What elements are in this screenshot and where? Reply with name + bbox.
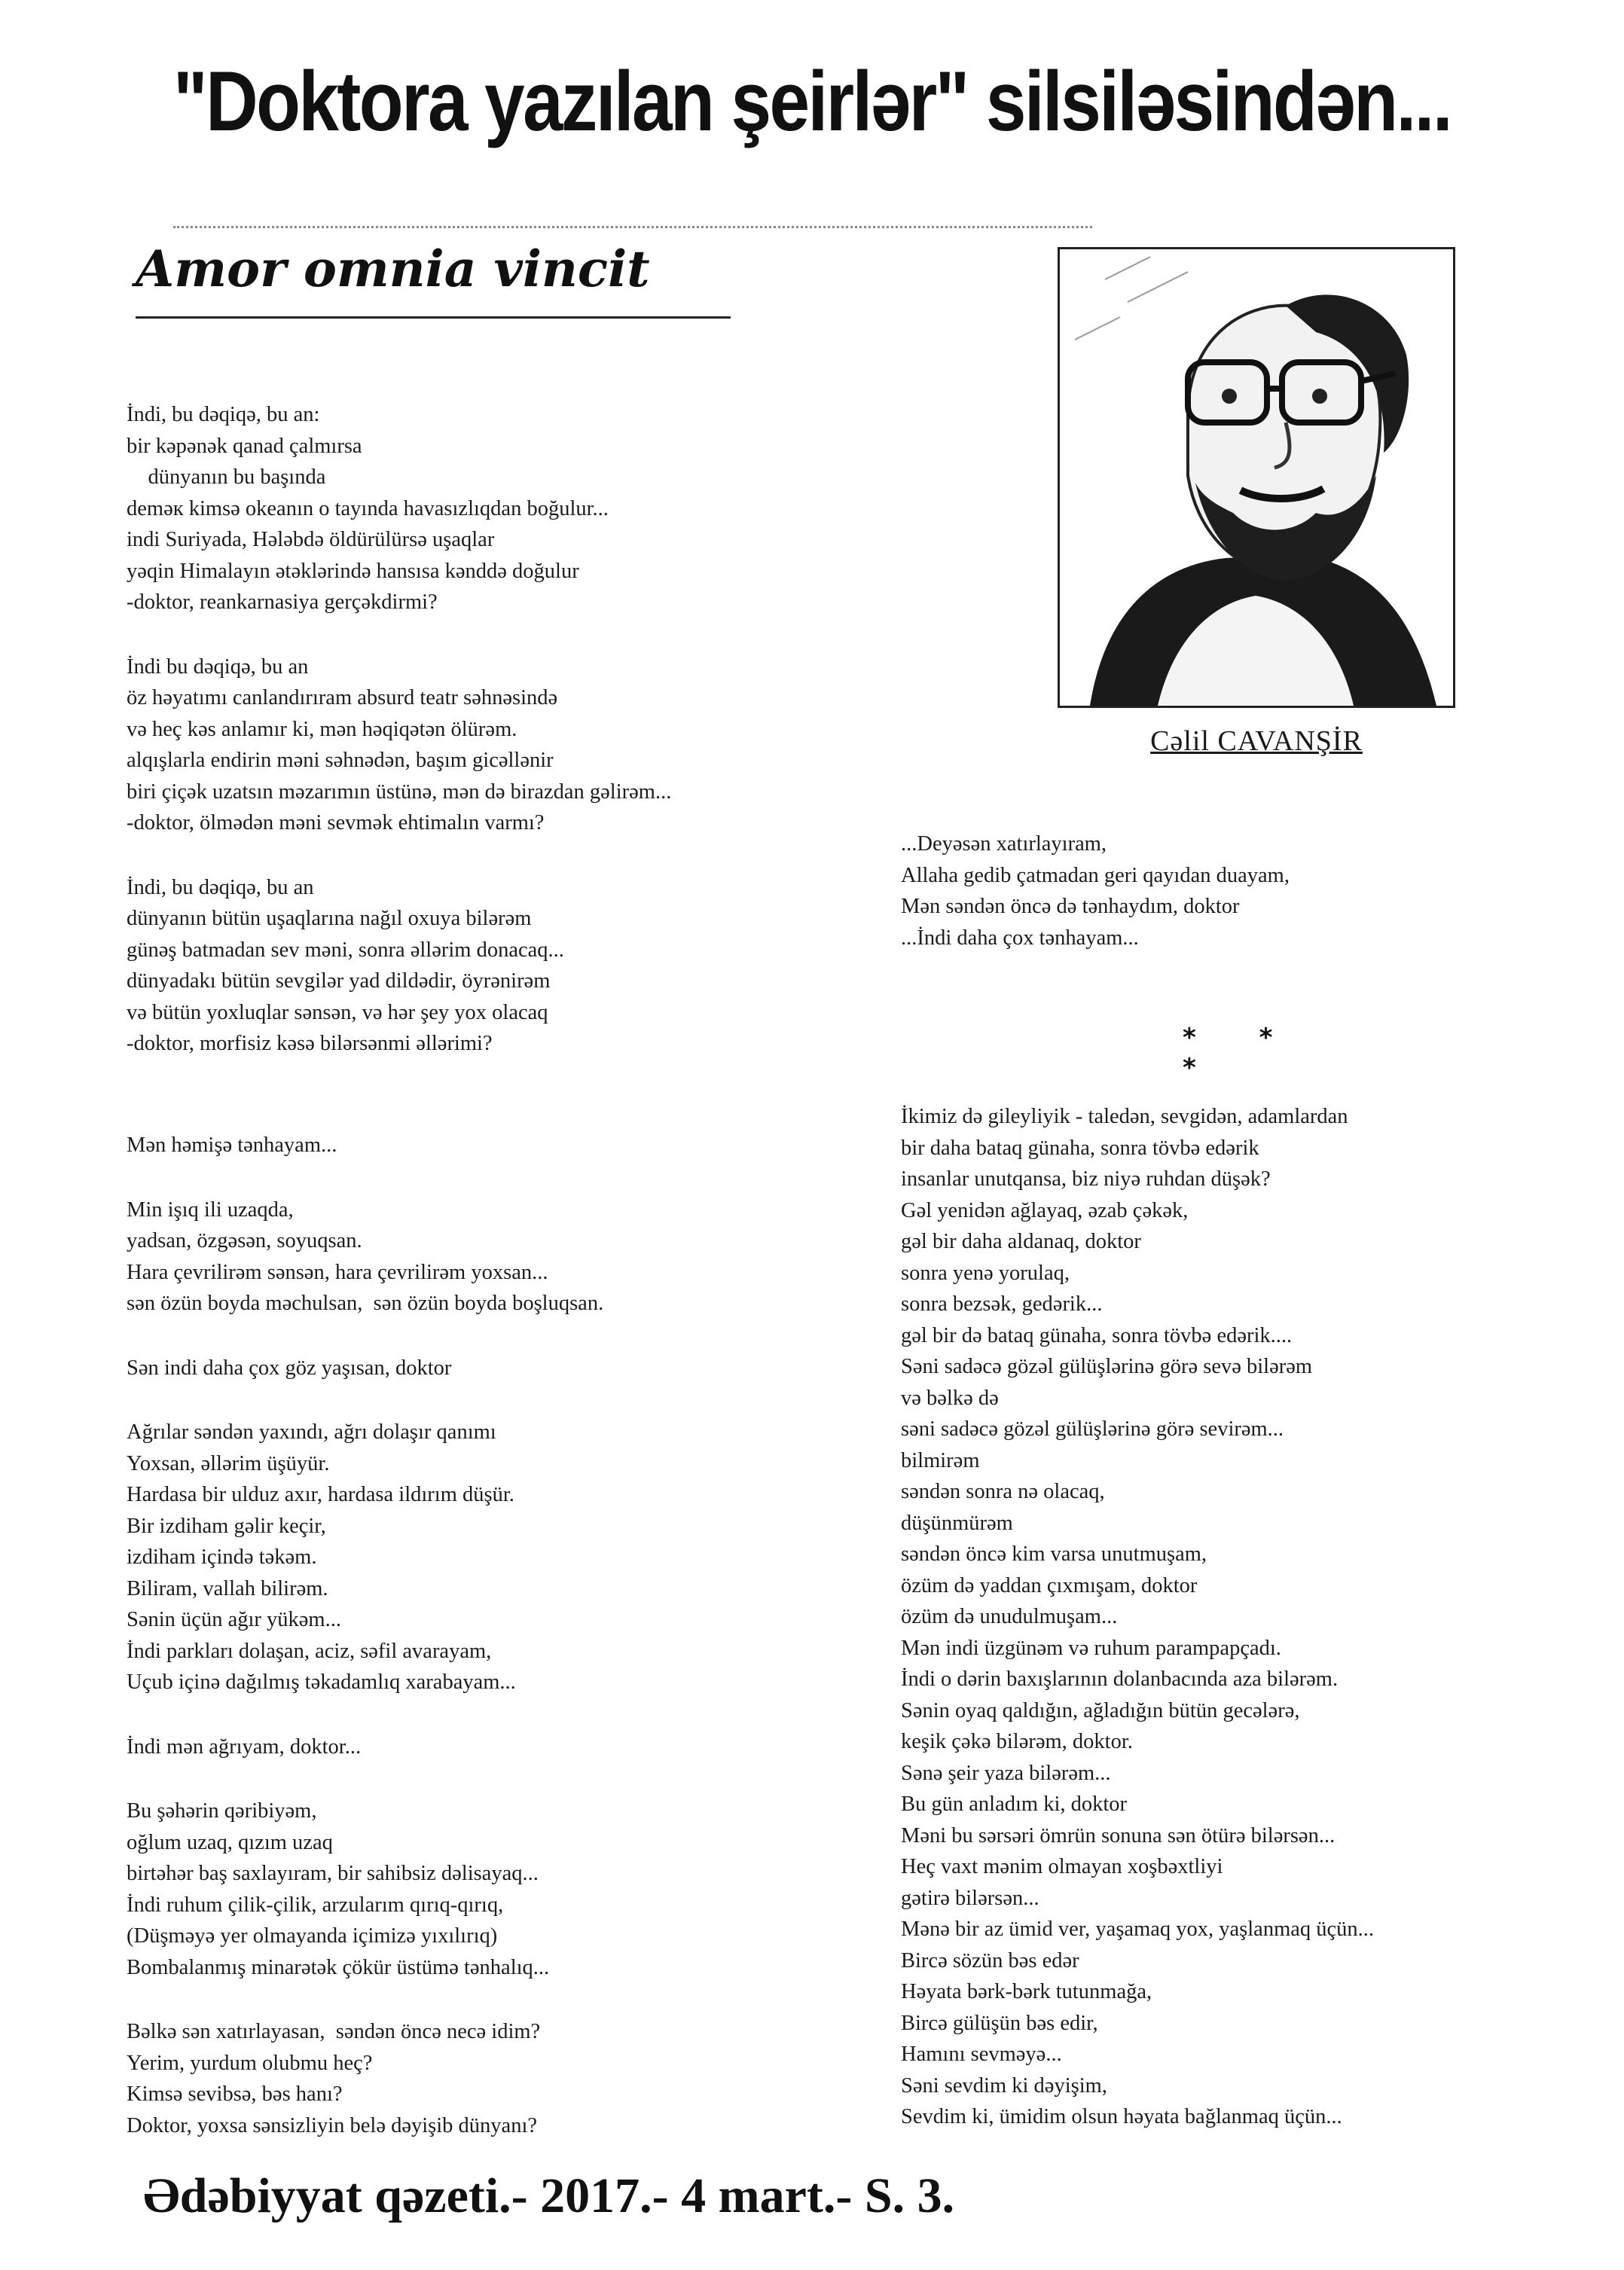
poem-line: bilmirəm — [901, 1448, 980, 1472]
poem-line: Bircə sözün bəs edər — [901, 1948, 1079, 1973]
stanza — [901, 1101, 1374, 2133]
poem-line: -doktor, morfisiz kəsə bilərsənmi əllərimi? — [127, 1032, 493, 1055]
poem-line: sonra bezsək, gedərik... — [901, 1292, 1103, 1316]
poem-line: Hardasa bir ulduz axır, hardasa ildırım düşür. — [127, 1483, 514, 1506]
stanza — [127, 872, 671, 1060]
poem-line: Həyata bərk-bərk tutunmağa, — [901, 1980, 1152, 2003]
poem-line: Bombalanmış minarətək çökür üstümə tənhalıq... — [127, 1955, 550, 1979]
poem-line: sonra yenə yorulaq, — [901, 1261, 1070, 1285]
poem-line: İndi, bu dəqiqə, bu an: — [127, 403, 320, 426]
poem-line: İndi parkları dolaşan, aciz, səfil avarayam, — [127, 1639, 492, 1663]
poem-line: dünyadakı bütün sevgilər yad dildədir, öyrənirəm — [127, 969, 551, 993]
poem-ikimiz-de-gileyliyik — [901, 1101, 1374, 2166]
stanza — [127, 1796, 603, 1983]
poem-line: və heç kəs anlamır ki, mən həqiqətən ölürəm. — [127, 717, 517, 741]
poem-line: özüm də yaddan çıxmışam, doktor — [901, 1573, 1198, 1597]
poem-line: İndi ruhum çilik-çilik, arzularım qırıq-qırıq, — [127, 1893, 504, 1917]
stanza — [127, 1417, 603, 1698]
poem-line: səni sadəcə gözəl gülüşlərinə görə sevirəm... — [901, 1417, 1284, 1441]
stanza — [901, 828, 1290, 953]
poem-line: gəl bir də bataq günaha, sonra tövbə edərik.... — [901, 1323, 1293, 1347]
poem-line: İndi mən ağrıyam, doktor... — [127, 1735, 362, 1759]
poem-line: -doktor, reankarnasiya gerçəkdirmi? — [127, 590, 438, 614]
poem-line: Bu şəhərin qəribiyəm, — [127, 1799, 317, 1823]
author-portrait — [1058, 247, 1455, 708]
poem-line: Min işıq ili uzaqda, — [127, 1198, 294, 1222]
poem-line: öz həyatımı canlandırıram absurd teatr səhnəsində — [127, 686, 558, 709]
header-divider — [173, 226, 1092, 228]
poem-line: Yerim, yurdum olubmu heç? — [127, 2051, 373, 2075]
stanza — [127, 651, 671, 839]
author-portrait-image — [1060, 249, 1453, 706]
poem-line: bir kəpənək qanad çalmırsa — [127, 434, 362, 458]
poem-line: İndi o dərin baxışlarının dolanbacında aza bilərəm. — [901, 1667, 1339, 1691]
poem-line: dünyanın bu başında — [127, 465, 326, 489]
poem-line: yadsan, özgəsən, soyuqsan. — [127, 1229, 362, 1252]
poem-line: dünyanın bütün uşaqlarına nağıl oxuya bilərəm — [127, 907, 532, 930]
poem-line: insanlar unutqansa, biz niyə ruhdan düşək? — [901, 1167, 1271, 1191]
poem-line: İkimiz də gileyliyik - taledən, sevgidən, adamlardan — [901, 1105, 1348, 1128]
poem-line: Bircə gülüşün bəs edir, — [901, 2011, 1098, 2035]
poem-line: Heç vaxt mənim olmayan xoşbəxtliyi — [901, 1855, 1223, 1878]
poem-line: Səni sadəcə gözəl gülüşlərinə görə sevə bilərəm — [901, 1355, 1313, 1378]
poem-line: gətirə bilərsən... — [901, 1886, 1039, 1910]
poem-line: günəş batmadan sev məni, sonra əllərim donacaq... — [127, 938, 564, 962]
poem-line: Uçub içinə dağılmış təkadamlıq xarabayam... — [127, 1670, 516, 1694]
poem-line: Mən indi üzgünəm və ruhum parampарçadı. — [901, 1636, 1281, 1660]
poem-line: Mənə bir az ümid ver, yaşamaq yox, yaşlanmaq üçün... — [901, 1918, 1375, 1941]
poem-line: Yoxsan, əllərim üşüyür. — [127, 1451, 330, 1475]
poem-line: Mən həmişə tənhayam... — [127, 1133, 337, 1157]
poem-line: (Düşməyə yer olmayanda içimizə yıxılırıq) — [127, 1924, 498, 1948]
poem-line: Bəlkə sən xatırlayasan, səndən öncə necə idim? — [127, 2020, 541, 2043]
poem-line: Sən indi daha çox göz yaşısan, doktor — [127, 1356, 452, 1380]
poem-line: ...İndi daha çox tənhayam... — [901, 926, 1139, 950]
stanza — [127, 399, 671, 618]
poem-line: İndi bu dəqiqə, bu an — [127, 654, 309, 679]
poem-line: -doktor, ölmədən məni sevmək ehtimalın varmı? — [127, 811, 545, 834]
poem-line: Hara çevrilirəm sənsən, hara çevrilirəm yoxsan... — [127, 1260, 548, 1284]
poem-line: Ağrılar səndən yaxındı, ağrı dolaşır qanımı — [127, 1420, 496, 1444]
poem-line: Məni bu sərsəri ömrün sonuna sən ötürə bilərsən... — [901, 1823, 1336, 1847]
stanza — [127, 1731, 603, 1763]
author-name: Cəlil CAVANŞİR — [1150, 725, 1363, 757]
poem-line: və bütün yoxluqlar sənsən, və hər şey yox olacaq — [127, 1000, 548, 1024]
poem-line: indi Suriyada, Hələbdə öldürülürsə uşaqlar — [127, 528, 495, 551]
poem-line: Doktor, yoxsa sənsizliyin belə dəyişib dünyanı? — [127, 2113, 538, 2137]
poem-line: səndən öncə kim varsa unutmuşam, — [901, 1542, 1207, 1566]
poem-line: deməк kimsə okeanın o tayında havasızlıqdan boğulur... — [127, 496, 609, 520]
poem-line: keşik çəkə bilərəm, doktor. — [901, 1730, 1133, 1753]
subtitle-underline — [136, 316, 731, 319]
poem-line: səndən sonra nə olacaq, — [901, 1480, 1105, 1503]
stanza — [127, 1130, 603, 1161]
poem-line: birtəhər baş saxlayıram, bir sahibsiz dəlisayaq... — [127, 1862, 539, 1885]
poem-amor-omnia-vincit — [127, 399, 671, 1093]
poem-line: və bəlkə də — [901, 1386, 999, 1410]
poem-line: Sənin oyaq qaldığın, ağladığın bütün gecələrə, — [901, 1698, 1300, 1722]
poem-line: Allaha gedib çatmadan geri qayıdan duayam, — [901, 863, 1290, 887]
section-separator: * * * — [1183, 1023, 1300, 1083]
poem-line: Kimsə sevibsə, bəs hanı? — [127, 2082, 343, 2106]
poem-line: Mən səndən öncə də tənhaydım, doktor — [901, 895, 1240, 918]
poem-line: Səni sevdim ki dəyişim, — [901, 2073, 1107, 2098]
poem-line: sən özün boyda məchulsan, sən özün boyda boşluqsan. — [127, 1292, 604, 1315]
poem-line: Sənin üçün ağır yükəm... — [127, 1608, 341, 1631]
poem-line: oğlum uzaq, qızım uzaq — [127, 1830, 333, 1854]
publication-source: Ədəbiyyat qəzeti.- 2017.- 4 mart.- S. 3. — [143, 2168, 955, 2223]
poem-line: Bir izdiham gəlir keçir, — [127, 1514, 326, 1538]
poem-line: Hamını sevməyə... — [901, 2043, 1062, 2066]
poem-line: izdiham içində təkəm. — [127, 1545, 317, 1569]
stanza — [127, 2016, 603, 2141]
stanza — [127, 1353, 603, 1384]
poem-line: İndi, bu dəqiqə, bu an — [127, 875, 314, 899]
poem-line: alqışlarla endirin məni səhnədən, başım gicəllənir — [127, 749, 554, 772]
poem-line: gəl bir daha aldanaq, doktor — [901, 1230, 1141, 1253]
poem-deyesen-xatirlayiram — [901, 828, 1290, 987]
poem-cycle-subtitle: Amor omnia vincit — [136, 240, 650, 298]
poem-men-hemise-tenhayam — [127, 1130, 603, 2174]
stanza — [127, 1194, 603, 1320]
page-title: "Doktora yazılan şeirlər" silsiləsindən... — [173, 54, 1452, 148]
poem-line: Gəl yenidən ağlayaq, əzab çəkək, — [901, 1198, 1189, 1222]
poem-line: yəqin Himalayın ətəklərində hansısa kənddə doğulur — [127, 559, 579, 583]
poem-line: düşünmürəm — [901, 1511, 1013, 1535]
poem-line: biri çiçək uzatsın məzarımın üstünə, mən də birazdan gəlirəm... — [127, 780, 672, 804]
poem-line: Bu gün anladım ki, doktor — [901, 1793, 1128, 1816]
poem-line: özüm də unudulmuşam... — [901, 1605, 1118, 1628]
poem-line: Sənə şeir yaza bilərəm... — [901, 1761, 1111, 1785]
poem-line: Biliram, vallah bilirəm. — [127, 1576, 328, 1600]
poem-line: Sevdim ki, ümidim olsun həyata bağlanmaq üçün... — [901, 2105, 1342, 2128]
poem-line: ...Deyəsən xatırlayıram, — [901, 832, 1107, 856]
poem-line: bir daha bataq günaha, sonra tövbə edərik — [901, 1136, 1259, 1160]
